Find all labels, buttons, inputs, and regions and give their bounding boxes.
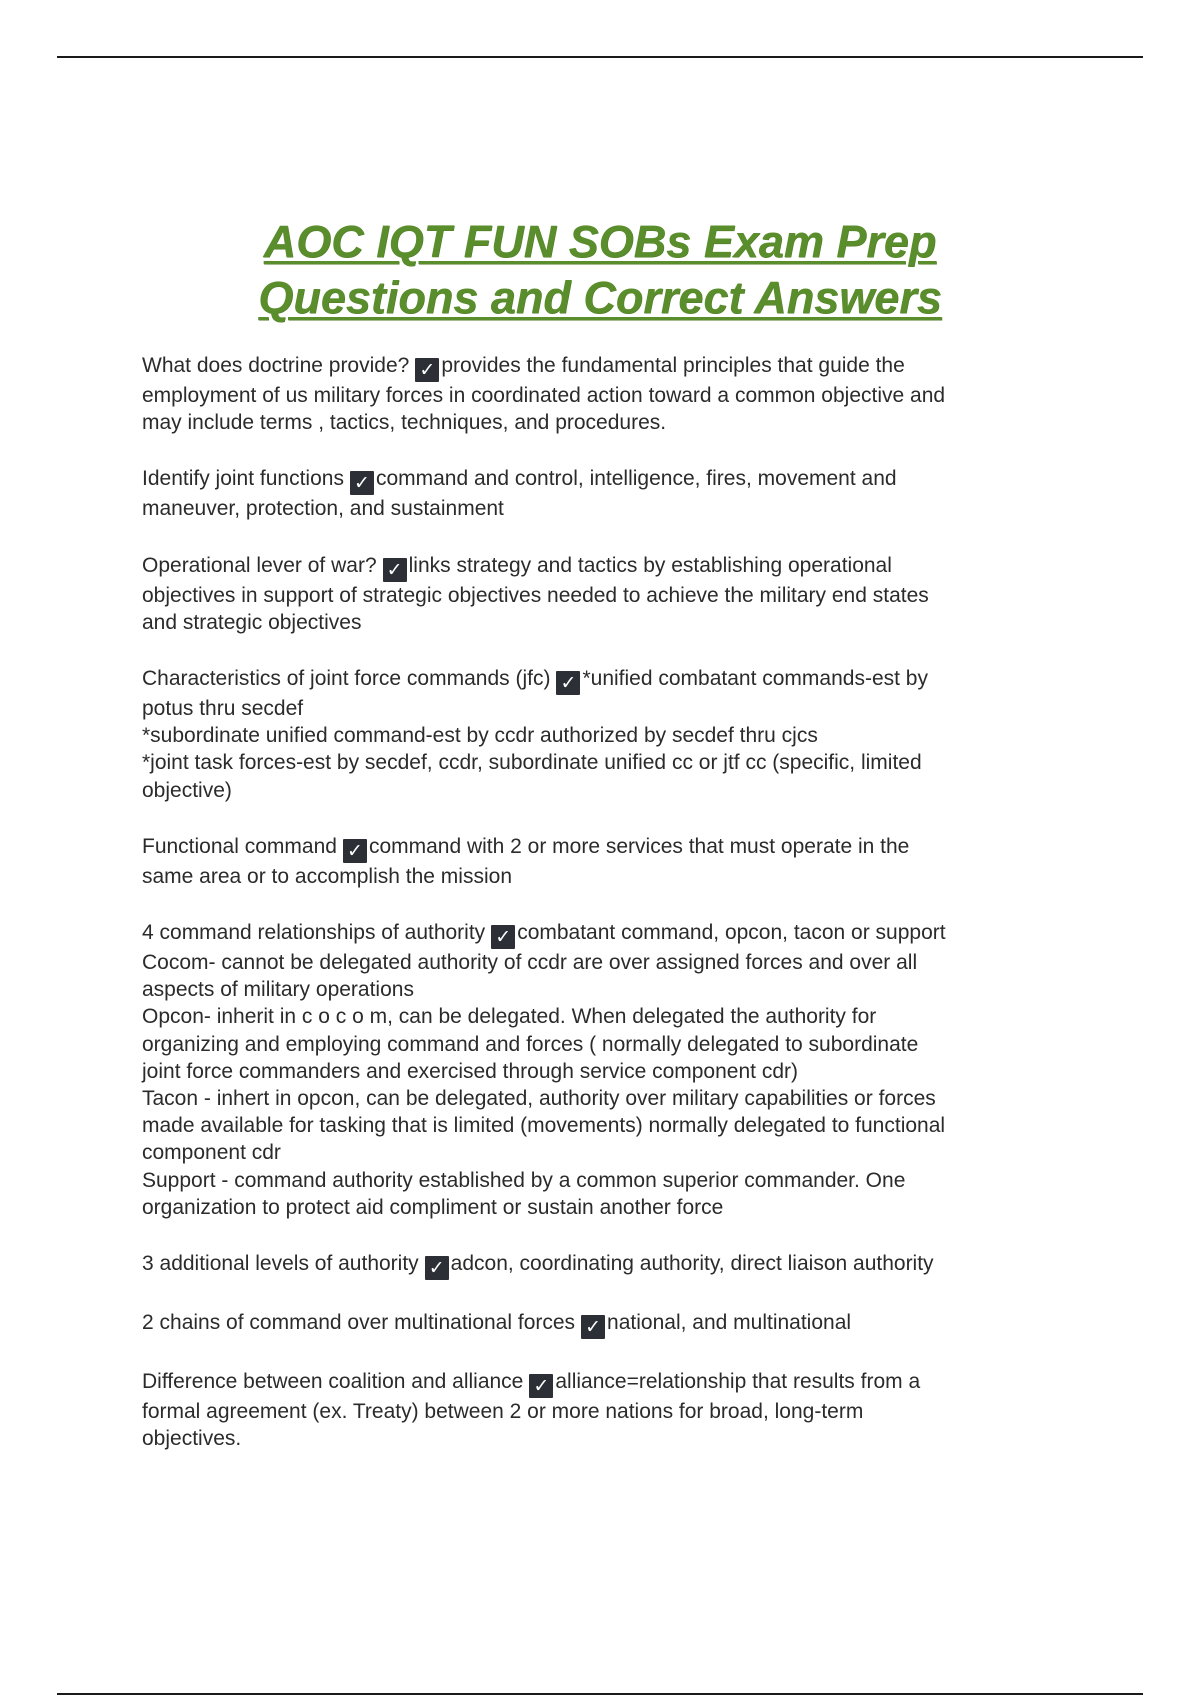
qa-item (142, 665, 1062, 804)
answer-line: national, and multinational (607, 1311, 852, 1335)
answer-line: Cocom- cannot be delegated authority of ccdr are over assigned forces and over all (142, 951, 918, 975)
answer-line: formal agreement (ex. Treaty) between 2 or more nations for broad, long-term (142, 1400, 864, 1424)
answer-line: and strategic objectives (142, 610, 362, 634)
qa-first-line (142, 1368, 1062, 1398)
answer-line: same area or to accomplish the mission (142, 864, 512, 888)
title-line-2: Questions and Correct Answers (258, 272, 942, 323)
question-text: 2 chains of command over multinational forces (142, 1311, 576, 1335)
checkmark-icon: ✓ (425, 1256, 449, 1280)
answer-line: objectives. (142, 1427, 242, 1451)
qa-first-line (142, 665, 1062, 695)
answer-line: joint force commanders and exercised through service component cdr) (142, 1059, 798, 1083)
qa-list (142, 352, 1062, 1481)
qa-item (142, 465, 1062, 522)
qa-item (142, 1368, 1062, 1452)
answer-line: adcon, coordinating authority, direct liaison authority (450, 1252, 934, 1276)
question-text: 4 command relationships of authority (142, 921, 486, 945)
qa-first-line (142, 552, 1062, 582)
answer-line: component cdr (142, 1141, 281, 1165)
answer-line: objectives in support of strategic objectives needed to achieve the military end states (142, 583, 929, 607)
checkmark-icon: ✓ (383, 558, 407, 582)
answer-line: Tacon - inhert in opcon, can be delegated, authority over military capabilities or forces (142, 1087, 936, 1111)
answer-line: provides the fundamental principles that guide the (441, 354, 905, 377)
document-title (0, 214, 1200, 326)
answer-line: may include terms , tactics, techniques, and procedures. (142, 411, 667, 435)
question-text: Characteristics of joint force commands (jfc) (142, 667, 551, 691)
checkmark-icon: ✓ (581, 1315, 605, 1339)
answer-line: organizing and employing command and forces ( normally delegated to subordinate (142, 1032, 919, 1056)
checkmark-icon: ✓ (529, 1374, 553, 1398)
qa-first-line (142, 833, 1062, 863)
answer-line: *joint task forces-est by secdef, ccdr, subordinate unified cc or jtf cc (specific, limited (142, 751, 922, 775)
qa-item (142, 1309, 1062, 1339)
answer-line: made available for tasking that is limited (movements) normally delegated to functional (142, 1114, 946, 1138)
qa-first-line (142, 919, 1062, 949)
checkmark-icon: ✓ (350, 471, 374, 495)
question-text: What does doctrine provide? (142, 354, 410, 377)
title-line-1: AOC IQT FUN SOBs Exam Prep (263, 216, 937, 267)
question-text: 3 additional levels of authority (142, 1252, 419, 1276)
answer-line: Support - command authority established by a common superior commander. One (142, 1168, 906, 1192)
answer-line: command and control, intelligence, fires, movement and (375, 467, 897, 491)
answer-line: combatant command, opcon, tacon or support (517, 921, 946, 945)
question-text: Identify joint functions (142, 467, 344, 491)
answer-line: alliance=relationship that results from a (555, 1370, 921, 1394)
checkmark-icon: ✓ (415, 358, 439, 382)
answer-line: maneuver, protection, and sustainment (142, 497, 504, 521)
answer-line: command with 2 or more services that must operate in the (368, 834, 910, 858)
answer-line: Opcon- inherit in c o c o m, can be delegated. When delegated the authority for (142, 1005, 877, 1029)
checkmark-icon: ✓ (343, 839, 367, 863)
answer-line: *subordinate unified command-est by ccdr authorized by secdef thru cjcs (142, 724, 818, 748)
qa-first-line (142, 1309, 1062, 1339)
checkmark-icon: ✓ (491, 925, 515, 949)
answer-line: objective) (142, 778, 232, 802)
qa-first-line (142, 465, 1062, 495)
answer-line: links strategy and tactics by establishing operational (408, 553, 892, 577)
bottom-rule (57, 1693, 1143, 1695)
top-rule (57, 56, 1143, 58)
qa-first-line (142, 352, 1062, 382)
qa-item (142, 352, 1062, 436)
checkmark-icon: ✓ (556, 671, 580, 695)
answer-line: *unified combatant commands-est by (582, 667, 928, 691)
qa-item (142, 1250, 1062, 1280)
qa-item (142, 833, 1062, 890)
qa-item (142, 552, 1062, 636)
answer-line: aspects of military operations (142, 978, 414, 1002)
question-text: Difference between coalition and alliance (142, 1370, 524, 1394)
qa-item (142, 919, 1062, 1221)
question-text: Functional command (142, 834, 337, 858)
answer-line: employment of us military forces in coordinated action toward a common objective and (142, 384, 946, 407)
answer-line: potus thru secdef (142, 697, 304, 721)
answer-line: organization to protect aid compliment or sustain another force (142, 1195, 724, 1219)
question-text: Operational lever of war? (142, 553, 377, 577)
qa-first-line (142, 1250, 1062, 1280)
